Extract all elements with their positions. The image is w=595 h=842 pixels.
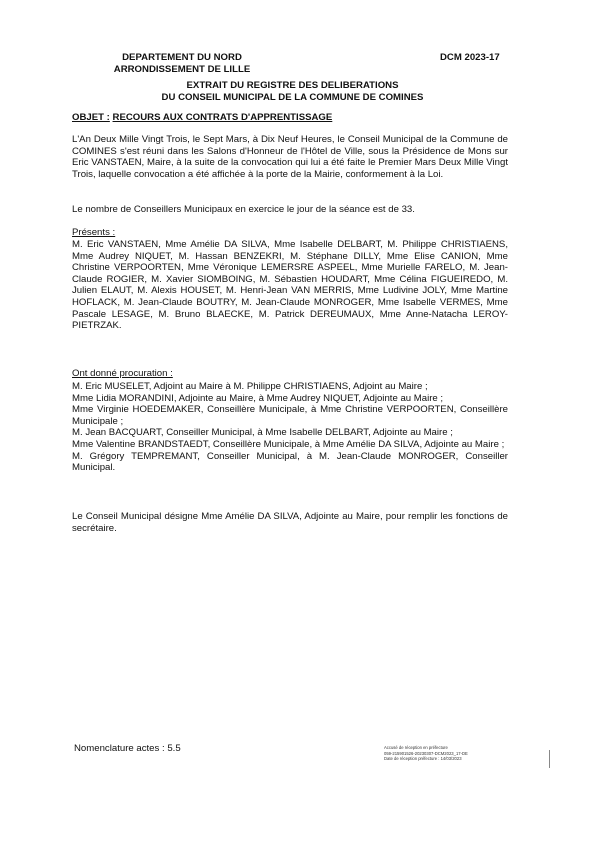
presents-title: Présents : <box>72 227 116 238</box>
title-line-1: EXTRAIT DU REGISTRE DES DELIBERATIONS <box>186 80 399 91</box>
presents-list: M. Eric VANSTAEN, Mme Amélie DA SILVA, Mme Isabelle DELBART, M. Philippe CHRISTIAENS, Mme Audrey NIQUET, M. Hassan BENZEKRI, M. Stéphane DILLY, Mme Elise CANION, Mme Christine VERPOORTEN, Mme Véronique LEMERSRE ASPEEL, Mme Murielle FARELO, M. Jean-Claude ROGIER, M. Xavier SIOMBOING, M. Sébastien HOUDART, Mme Célina FIGUEIREDO, M. Julien ELAUT, M. Alexis HOUSET, M. Henri-Jean VAN MERRIS, Mme Ludivine JOLY, Mme Martine HOFLACK, M. Jean-Claude BOUTRY, M. Jean-Claude MONROGER, Mme Isabelle VERMES, Mme Pascale LESAGE, M. Bruno BLAECKE, M. Patrick DEREUMAUX, Mme Anne-Natacha LEROY-PIETRZAK. <box>72 239 508 332</box>
intro-paragraph: L'An Deux Mille Vingt Trois, le Sept Mars, à Dix Neuf Heures, le Conseil Municipal de la Commune de COMINES s'est réuni dans les Salons d'Honneur de l'Hôtel de Ville, sous la Présidence de Mons sur Eric VANSTAEN, Maire, à la suite de la convocation qui lui a été faite le Premier Mars Deux Mille Vingt Trois, laquelle convocation a été affichée à la porte de la Mairie, conformement à la Loi. <box>72 134 508 180</box>
stamp-line-2: 059-215901526-20230307-DCM2023_17-DE <box>384 750 468 756</box>
stamp-line-1: Accusé de réception en préfecture <box>384 745 448 750</box>
title-line-2: DU CONSEIL MUNICIPAL DE LA COMMUNE DE COMINES <box>161 92 424 103</box>
procurations-title: Ont donné procuration : <box>72 368 173 379</box>
prefecture-receipt-stamp <box>384 745 514 762</box>
deliberation-reference: DCM 2023-17 <box>440 52 500 63</box>
procuration-item: Mme Valentine BRANDSTAEDT, Conseillère Municipale, à Mme Amélie DA SILVA, Adjointe au Maire ; <box>72 438 505 450</box>
procuration-item: M. Eric MUSELET, Adjoint au Maire à M. Philippe CHRISTIAENS, Adjoint au Maire ; <box>72 381 428 392</box>
procuration-item: M. Jean BACQUART, Conseiller Municipal, à Mme Isabelle DELBART, Adjointe au Maire ; <box>72 427 453 439</box>
arrondissement-name: ARRONDISSEMENT DE LILLE <box>113 64 251 75</box>
nomenclature-actes: Nomenclature actes : 5.5 <box>74 743 181 754</box>
department-name: DEPARTEMENT DU NORD <box>122 52 242 63</box>
stamp-line-3: Date de réception préfecture : 14/03/2023 <box>384 756 462 762</box>
stamp-margin-mark <box>549 750 550 768</box>
subject-label: OBJET : <box>72 112 110 123</box>
procuration-item: Mme Virginie HOEDEMAKER, Conseillère Municipale, à Mme Christine VERPOORTEN, Conseillère Municipale ; <box>72 404 508 427</box>
procuration-item: Mme Lidia MORANDINI, Adjointe au Maire, à Mme Audrey NIQUET, Adjointe au Maire ; <box>72 392 444 404</box>
quorum-paragraph: Le nombre de Conseillers Municipaux en exercice le jour de la séance est de 33. <box>72 204 415 215</box>
procuration-item: M. Grégory TEMPREMANT, Conseiller Municipal, à M. Jean-Claude MONROGER, Conseiller Municipal. <box>72 450 508 474</box>
document-title <box>70 80 515 104</box>
procurations-list <box>72 381 508 474</box>
issuer-block <box>82 52 282 76</box>
subject-text: RECOURS AUX CONTRATS D'APPRENTISSAGE <box>112 112 333 123</box>
secretary-paragraph: Le Conseil Municipal désigne Mme Amélie DA SILVA, Adjointe au Maire, pour remplir les fonctions de secrétaire. <box>72 511 508 534</box>
subject-line <box>72 112 512 124</box>
